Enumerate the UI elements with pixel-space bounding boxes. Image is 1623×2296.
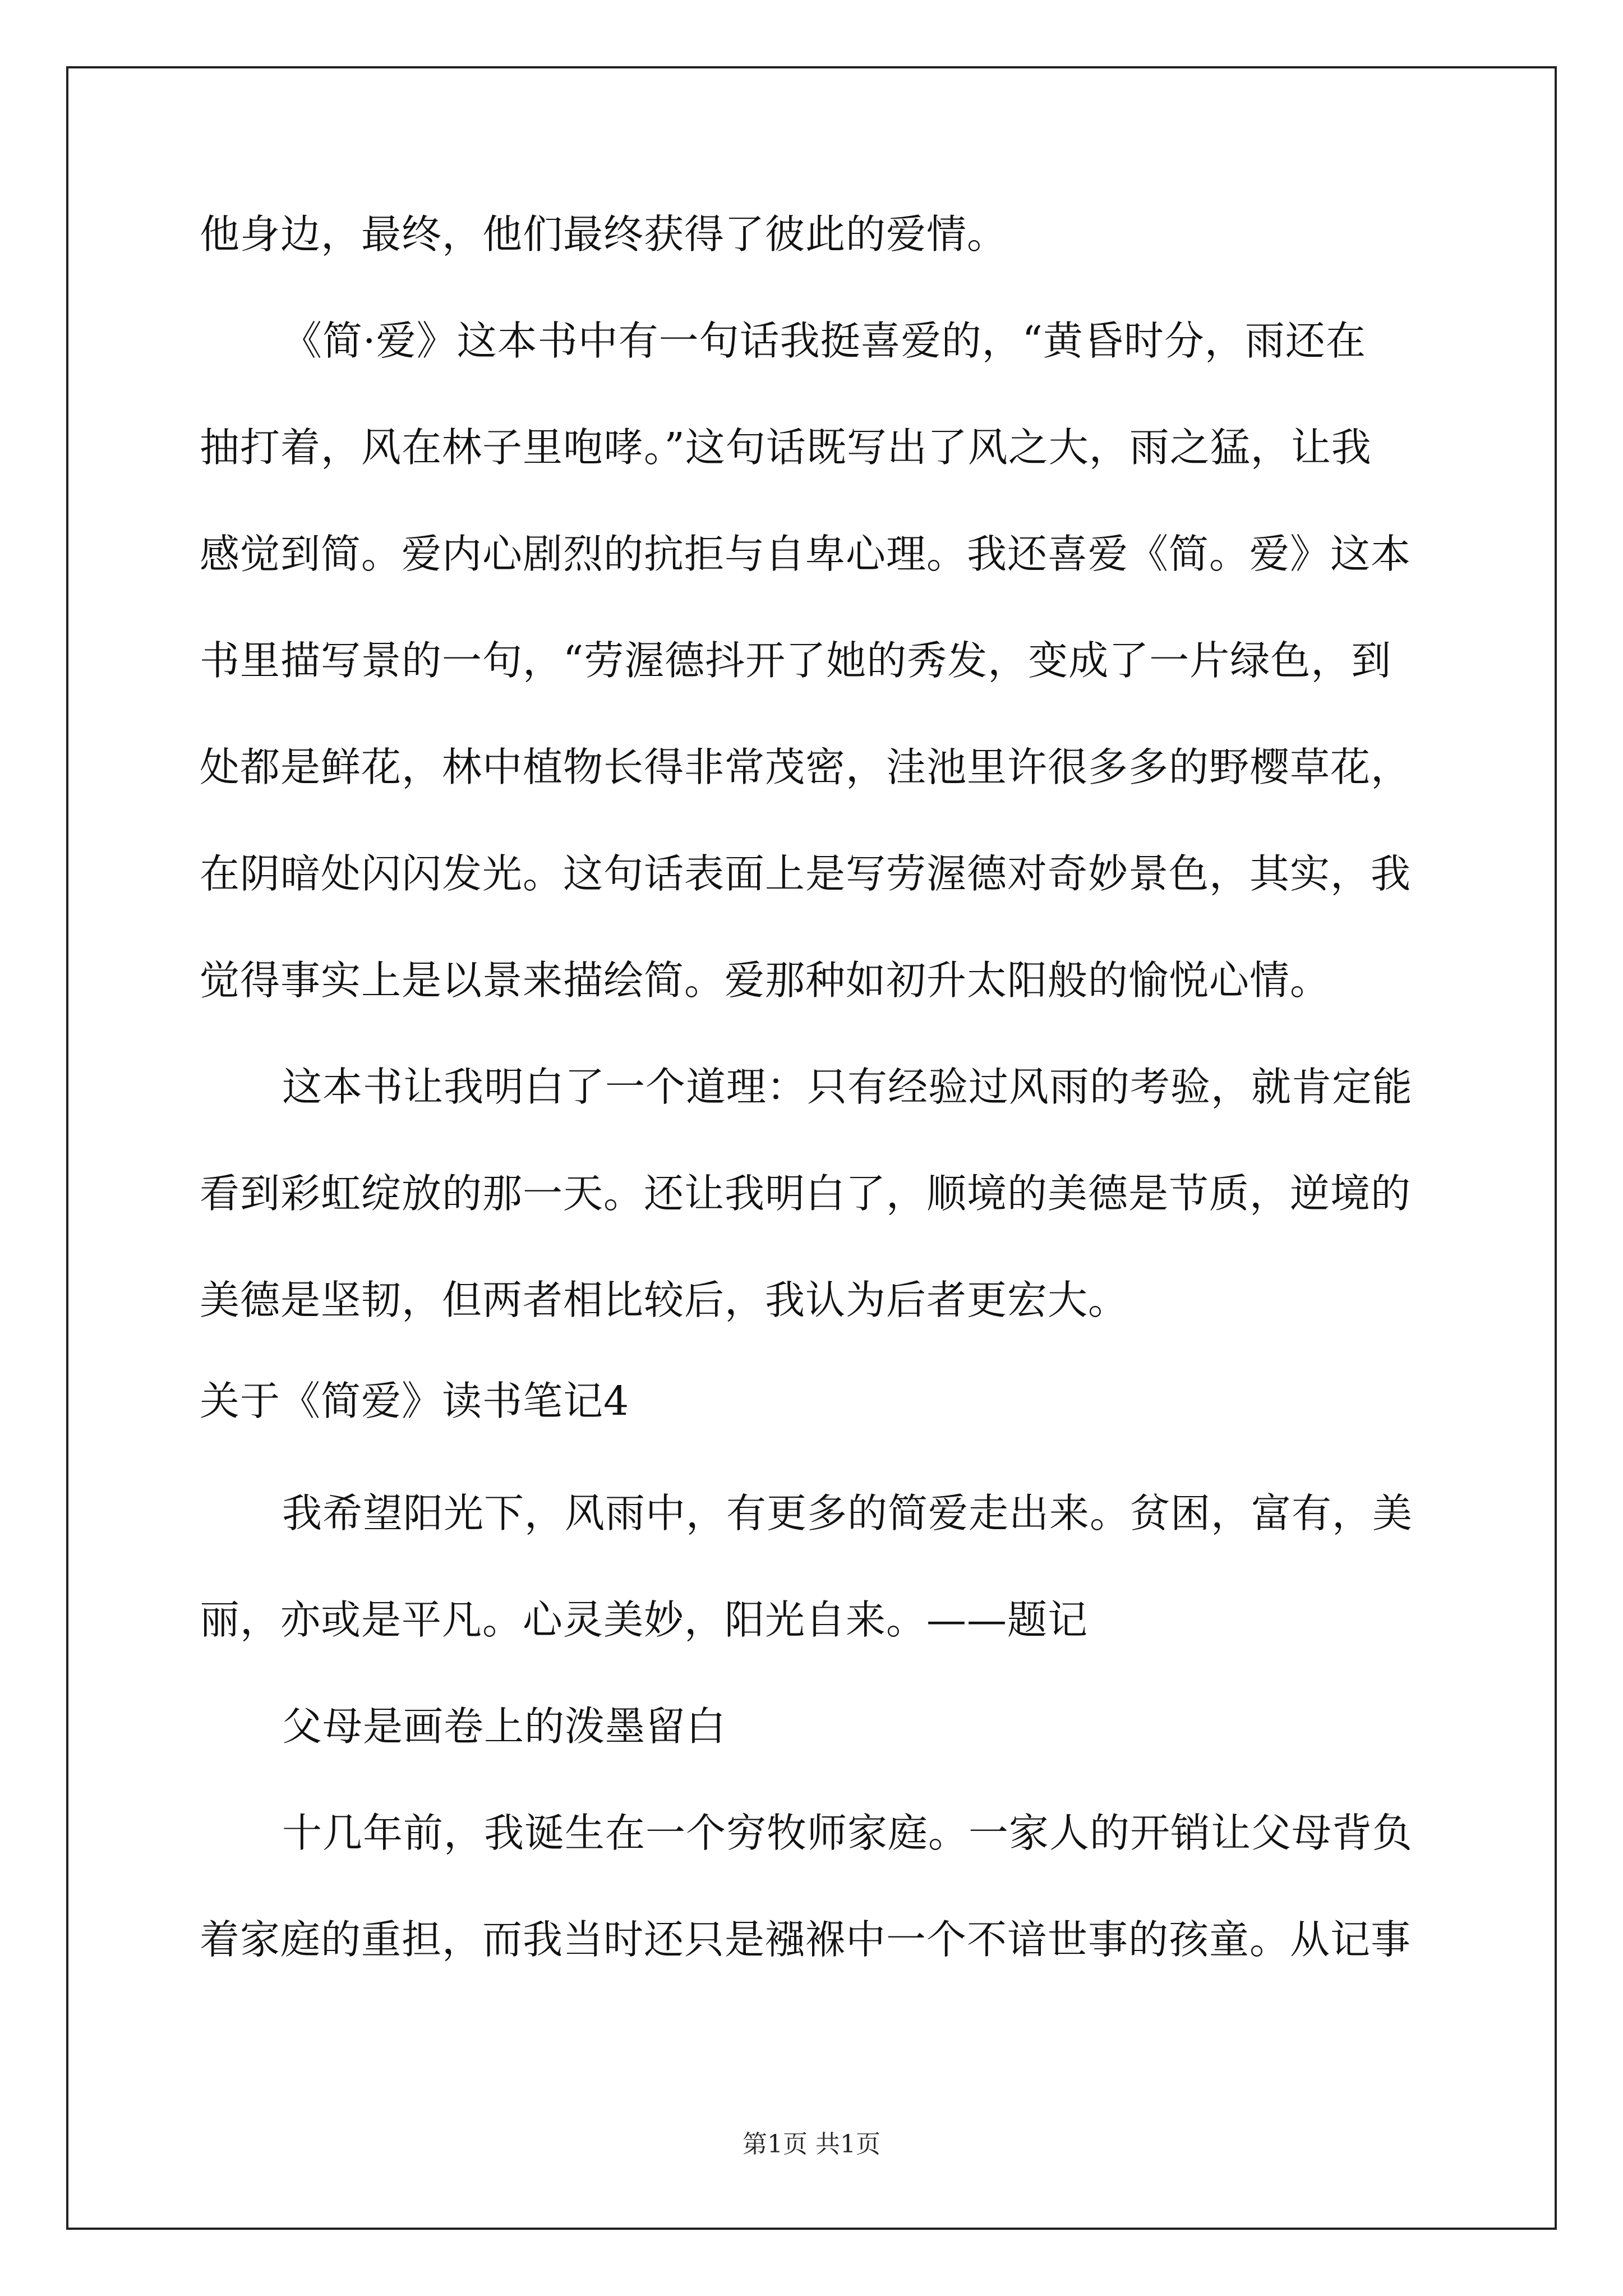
paragraph-first-line: 我希望阳光下，风雨中，有更多的简爱走出来。贫困，富有，美 xyxy=(282,1490,1413,1536)
paragraph-first-line: 父母是画卷上的泼墨留白 xyxy=(282,1703,727,1750)
paragraph-first-line: 十几年前，我诞生在一个穷牧师家庭。一家人的开销让父母背负 xyxy=(282,1810,1413,1856)
paragraph-first-line: 《简·爱》这本书中有一句话我挺喜爱的，“黄昏时分，雨还在 xyxy=(282,318,1366,364)
text-line: 抽打着，风在林子里咆哮。”这句话既写出了风之大，雨之猛，让我 xyxy=(200,424,1372,471)
text-line: 书里描写景的一句，“劳渥德抖开了她的秀发，变成了一片绿色，到 xyxy=(200,637,1392,684)
text-line: 在阴暗处闪闪发光。这句话表面上是写劳渥德对奇妙景色，其实，我 xyxy=(200,850,1412,897)
text-line: 丽，亦或是平凡。心灵美妙，阳光自来。——题记 xyxy=(200,1596,1089,1643)
text-line: 感觉到简。爱内心剧烈的抗拒与自卑心理。我还喜爱《简。爱》这本 xyxy=(200,531,1412,577)
section-heading: 关于《简爱》读书笔记4 xyxy=(200,1378,630,1424)
text-line: 看到彩虹绽放的那一天。还让我明白了，顺境的美德是节质，逆境的 xyxy=(200,1170,1412,1217)
text-line: 着家庭的重担，而我当时还只是襁褓中一个不谙世事的孩童。从记事 xyxy=(200,1916,1412,1963)
paragraph-first-line: 这本书让我明白了一个道理：只有经验过风雨的考验，就肯定能 xyxy=(282,1064,1413,1110)
text-line: 处都是鲜花，林中植物长得非常茂密，洼池里许很多多的野樱草花， xyxy=(200,744,1412,790)
page-border xyxy=(66,66,1557,2230)
text-line: 他身边，最终，他们最终获得了彼此的爱情。 xyxy=(200,211,1008,257)
page-number: 第1页 共1页 xyxy=(743,2130,880,2159)
text-line: 美德是坚韧，但两者相比较后，我认为后者更宏大。 xyxy=(200,1277,1129,1323)
text-line: 觉得事实上是以景来描绘简。爱那种如初升太阳般的愉悦心情。 xyxy=(200,957,1331,1004)
